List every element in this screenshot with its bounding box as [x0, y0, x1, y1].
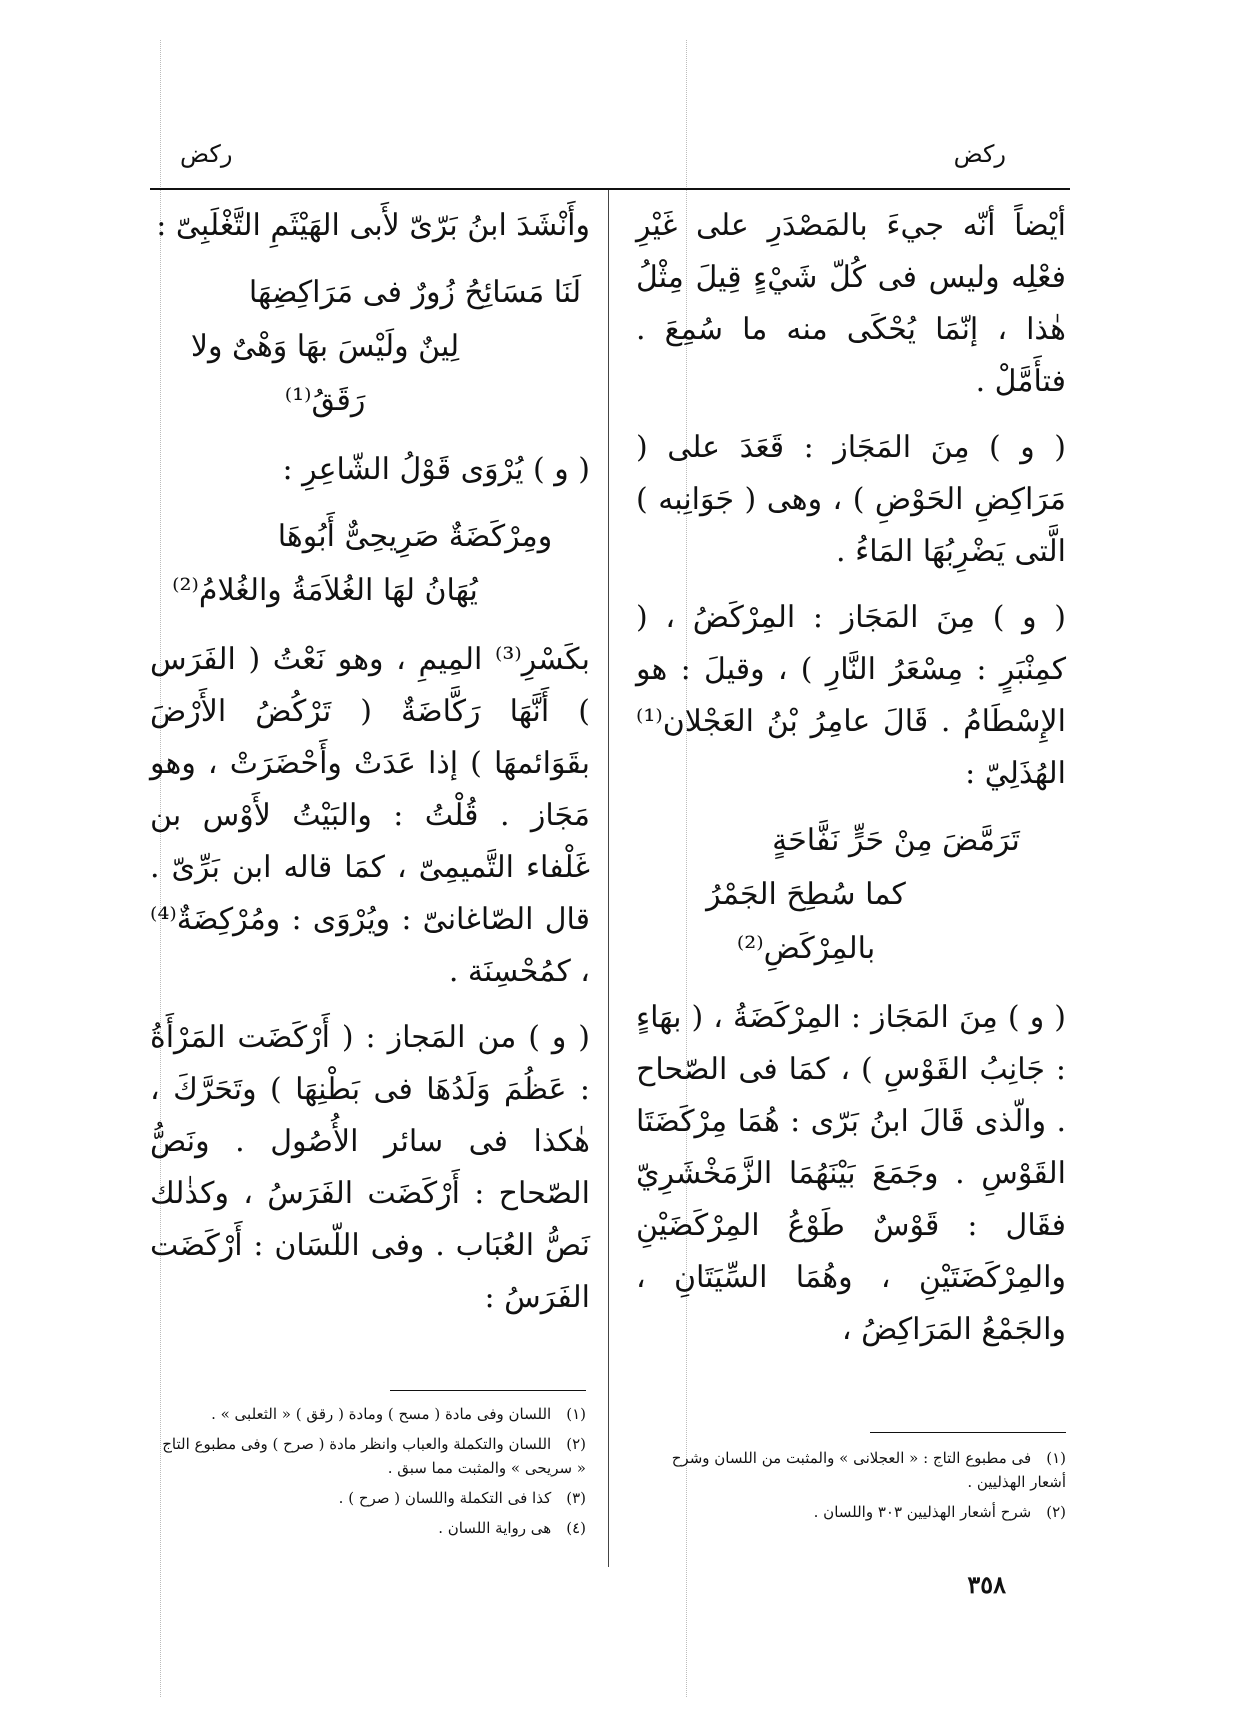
footnote: (١) اللسان وفى مادة ( مسح ) ومادة ( رقق ) « الثعلبى » . — [211, 1405, 586, 1423]
paragraph: ( و ) من المَجاز : ( أَرْكَضَت المَرْأَةُ : عَظُمَ وَلَدُهَا فى بَطْنِهَا ) وتَحَرَّكَ ، هٰكذا فى سائر الأُصُول . ونَصُّ الصّحاح : أَرْكَضَت الفَرَسُ ، وكذٰلك نَصُّ العُبَاب . وفى اللّسَان : أَرْكَضَت الفَرَسُ : — [150, 1020, 590, 1315]
footnote: (٢) اللسان والتكملة والعباب وانظر مادة ( صرح ) وفى مطبوع التاج « سريحى » والمثبت مما سبق . — [162, 1435, 586, 1477]
verse-second-hemistich: لِينٌ ولَيْسَ بهَا وَهْىٌ ولا رَقَقُ⁽¹⁾ — [190, 329, 460, 418]
paragraph: ( و ) مِنَ المَجَاز : المِرْكَضَةُ ، ( بهَاءٍ : جَانِبُ القَوْسِ ) ، كمَا فى الصّحاح . والّذى قَالَ ابنُ بَرّى : هُمَا مِرْكَضَتَا القَوْسِ . وجَمَعَ بَيْنَهُمَا الزَّمَخْشَرِيّ فقَال : قَوْسٌ طَوْعُ المِرْكَضَيْنِ والمِرْكَضَتَيْنِ ، وهُمَا السِّيَتَانِ ، والجَمْعُ المَرَاكِضُ ، — [636, 1000, 1066, 1347]
footnote-rule — [870, 1432, 1066, 1433]
header-right-word: ركض — [953, 140, 1006, 168]
verse-first-hemistich: تَرَمَّضَ مِنْ حَرٍّ نَفَّاحَةٍ — [772, 823, 1020, 858]
footnote-rule — [390, 1390, 586, 1391]
left-column — [150, 200, 590, 1338]
verse-first-hemistich: لَنَا مَسَائِحُ زُورٌ فى مَرَاكِضِهَا — [248, 275, 582, 310]
column-divider — [608, 190, 609, 1567]
right-footnotes — [640, 1446, 1066, 1530]
verse — [636, 814, 1066, 976]
footnote: (٤) هى رواية اللسان . — [438, 1519, 586, 1537]
paragraph: بكَسْرِ⁽³⁾ المِيمِ ، وهو نَعْتُ ( الفَرَس ) أَنَّهَا رَكَّاضَةٌ ( تَرْكُضُ الأَرْضَ بقَوَائمهَا ) إذا عَدَتْ وأَحْضَرَتْ ، وهو مَجَاز . قُلْتُ : والبَيْتُ لأَوْس بن غَلْفاء التَّميمِىّ ، كمَا قاله ابن بَرِّىّ . قال الصّاغانىّ : ويُرْوَى : ومُرْكِضَةٌ⁽⁴⁾ ، كمُحْسِنَة . — [150, 642, 590, 989]
paragraph: ( و ) يُرْوَى قَوْلُ الشّاعِرِ : — [282, 452, 590, 487]
verse — [150, 510, 590, 618]
footnote: (٣) كذا فى التكملة واللسان ( صرح ) . — [338, 1489, 586, 1507]
page-number: ٣٥٨ — [967, 1570, 1006, 1599]
header-left-word: ركض — [180, 140, 233, 168]
right-column — [636, 200, 1066, 1370]
footnote: (٢) شرح أشعار الهذليين ٣٠٣ واللسان . — [813, 1503, 1066, 1521]
paragraph: ( و ) مِنَ المَجَاز : قَعَدَ على ( مَرَاكِضِ الحَوْضِ ) ، وهى ( جَوَانِبه ) الَّتى يَضْرِبُهَا المَاءُ . — [636, 430, 1066, 569]
left-footnotes — [150, 1402, 586, 1546]
verse — [150, 266, 590, 428]
verse-first-hemistich: ومِرْكَضَةٌ صَرِيحِىٌّ أَبُوهَا — [277, 519, 553, 554]
paragraph: وأَنْشَدَ ابنُ بَرّىّ لأَبى الهَيْثَمِ التَّغْلَبِىّ : — [156, 208, 590, 243]
paragraph: أيْضاً أنّه جيءَ بالمَصْدَرِ على غَيْرِ فعْلِه وليس فى كُلّ شَيْءٍ قِيلَ مِثْلُ هٰذا ، إنّمَا يُحْكَى منه ما سُمِعَ . فتأَمَّلْ . — [636, 208, 1066, 399]
verse-second-hemistich: كما سُطِحَ الجَمْرُ بالمِرْكَضِ⁽²⁾ — [706, 877, 906, 966]
paragraph: ( و ) مِنَ المَجَاز : المِرْكَضُ ، ( كمِنْبَرٍ : مِسْعَرُ النَّارِ ) ، وقيلَ : هو الإِسْطَامُ . قَالَ عامِرُ بْنُ العَجْلان⁽¹⁾ الهُذَلِيّ : — [636, 600, 1066, 791]
verse-second-hemistich: يُهَانُ لهَا الغُلاَمَةُ والغُلامُ⁽²⁾ — [172, 573, 478, 608]
header-rule — [150, 188, 1070, 190]
footnote: (١) فى مطبوع التاج : « العجلانى » والمثبت من اللسان وشرح أشعار الهذليين . — [671, 1449, 1066, 1491]
